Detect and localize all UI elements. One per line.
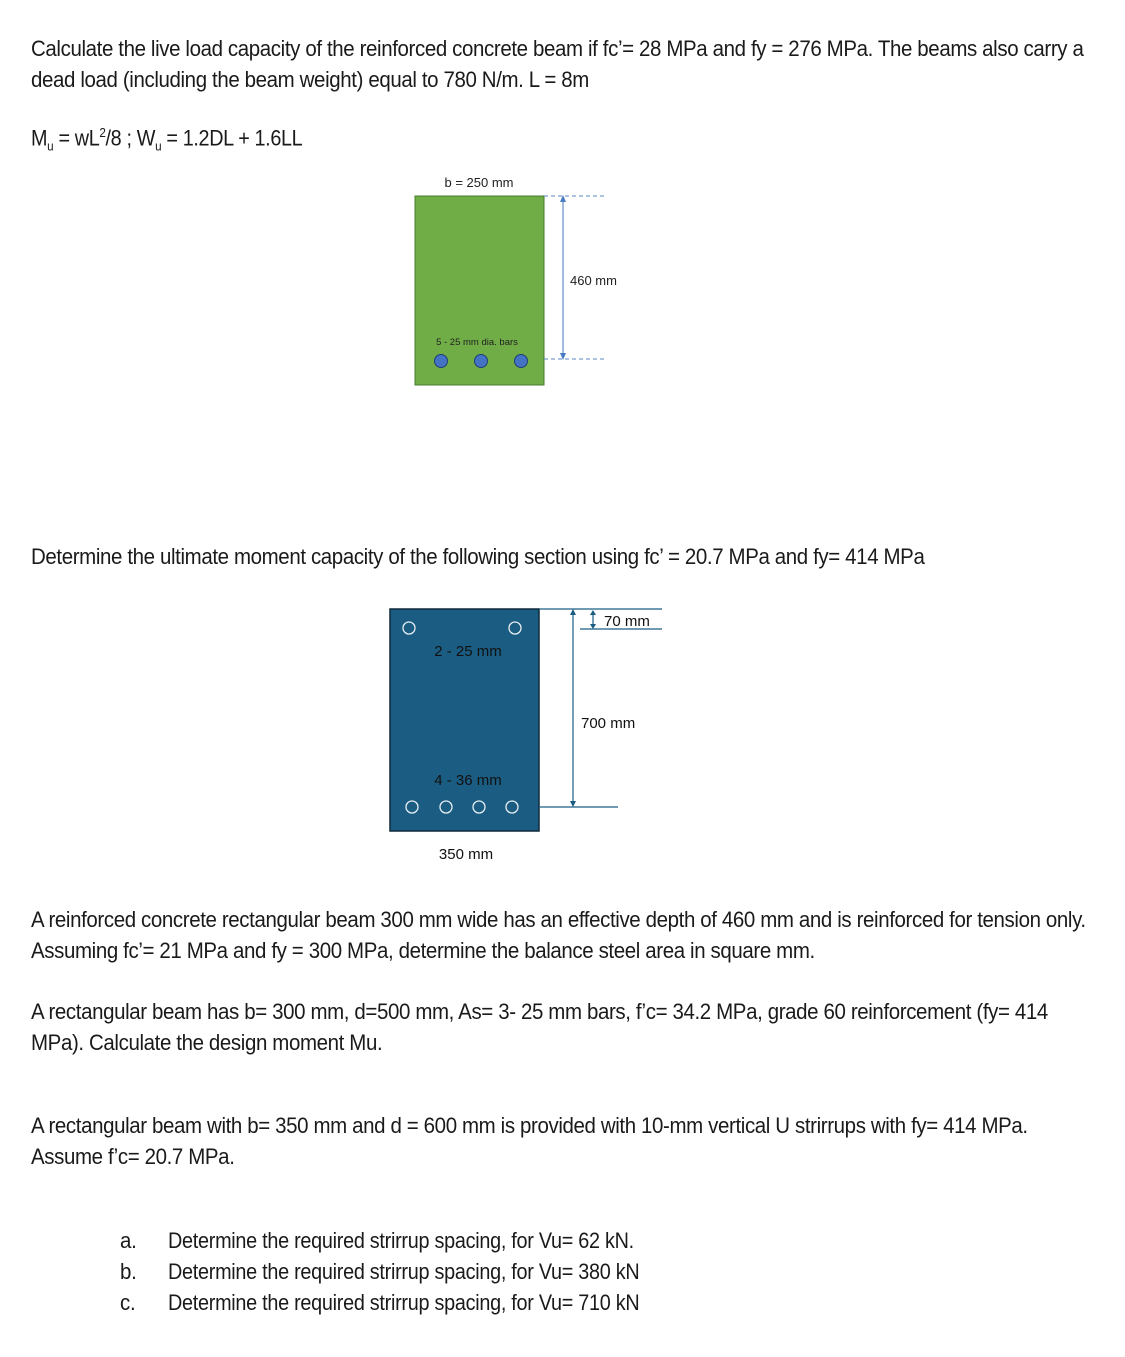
beam2-arrow-up	[570, 609, 576, 615]
rebar-circle	[475, 355, 488, 368]
beam2-cover-arrow-down	[590, 624, 596, 629]
problem1-text: Calculate the live load capacity of the reinforced concrete beam if fc’= 28 MPa and fy = 276 MPa. The beams also carry a dead load (including the beam weight) equal to 780 N/m. L = 8m	[31, 36, 1084, 92]
list-marker: b.	[120, 1259, 137, 1284]
beam1-width-label: b = 250 mm	[444, 175, 514, 190]
list-marker: a.	[120, 1228, 137, 1253]
beam2-arrow-down	[570, 801, 576, 807]
beam2-cover-label: 70 mm	[604, 613, 650, 630]
moment-formula: $M_u = wL^2/8$ ; $W_u = 1.2DL + 1.6LL$	[31, 125, 303, 154]
problem5-text: A rectangular beam with b= 350 mm and d = 600 mm is provided with 10-mm vertical U strirrups with fy= 414 MPa. Assume f’c= 20.7 MPa.	[31, 1113, 1028, 1169]
problem2-text: Determine the ultimate moment capacity of the following section using fc’ = 20.7 MPa and fy= 414 MPa	[31, 544, 925, 569]
rebar-circle	[435, 355, 448, 368]
problem3-text: A reinforced concrete rectangular beam 300 mm wide has an effective depth of 460 mm and is reinforced for tension only. Assuming fc’= 21 MPa and fy = 300 MPa, determine the balance steel area in square mm.	[31, 907, 1086, 963]
beam-section-figure-2	[0, 590, 1125, 880]
beam2-depth-label: 700 mm	[581, 715, 636, 732]
beam2-top-bars-label: 2 - 25 mm	[434, 643, 502, 660]
beam-section-figure-1	[0, 0, 1125, 420]
beam1-bars-label: 5 - 25 mm dia. bars	[436, 337, 518, 348]
beam1-depth-label: 460 mm	[570, 273, 617, 288]
list-item-text: Determine the required strirrup spacing, for Vu= 710 kN	[168, 1290, 640, 1315]
list-marker: c.	[120, 1290, 136, 1315]
list-item-text: Determine the required strirrup spacing, for Vu= 62 kN.	[168, 1228, 634, 1253]
rebar-circle	[515, 355, 528, 368]
problem4-text: A rectangular beam has b= 300 mm, d=500 mm, As= 3- 25 mm bars, f’c= 34.2 MPa, grade 60 reinforcement (fy= 414 MPa). Calculate the design moment Mu.	[31, 999, 1048, 1055]
beam2-bottom-bars-label: 4 - 36 mm	[434, 772, 502, 789]
beam2-cover-arrow-up	[590, 610, 596, 615]
beam2-width-label: 350 mm	[438, 846, 494, 863]
list-item-text: Determine the required strirrup spacing, for Vu= 380 kN	[168, 1259, 640, 1284]
